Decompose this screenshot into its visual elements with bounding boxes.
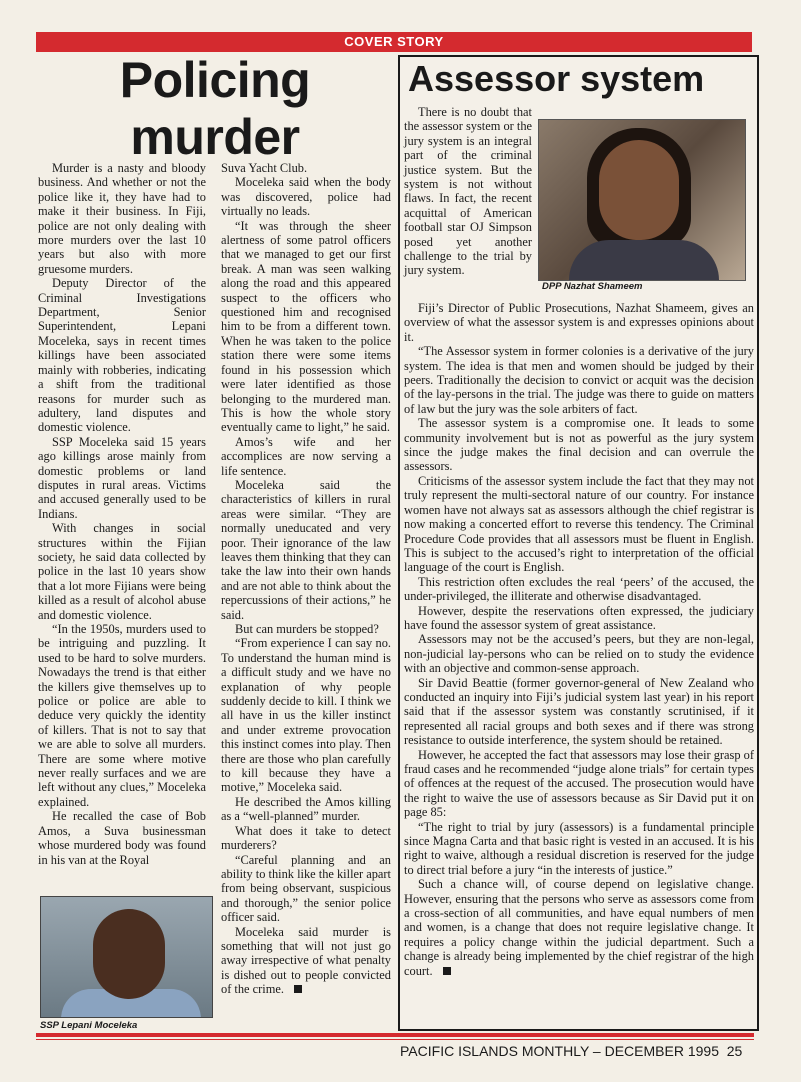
dpp-photo-caption: DPP Nazhat Shameem <box>542 281 643 292</box>
article-column-1 <box>38 161 206 867</box>
footer-rule <box>36 1033 754 1037</box>
ssp-photo <box>40 896 213 1018</box>
paragraph-text: Such a chance will, of course depend on legislative change. However, ensuring that the persons who serve as assessors come from a cross-section of all communities, and have equal numbers of men and women, is a change that does not require legislative change. It requires a policy change within the judicial department. Such a change is already being implemented by the chief registrar of the high court. <box>404 877 754 978</box>
paragraph <box>404 877 754 978</box>
page-number: 25 <box>726 1043 743 1059</box>
paragraph <box>221 925 391 997</box>
sidebar-intro <box>404 105 532 278</box>
end-mark-icon <box>294 985 302 993</box>
paragraph: Murder is a nasty and bloody business. And whether or not the police like it, they have had to make it their business. In Fiji, police are not only dealing with more murders over the last 10 years but also with more gruesome murders. <box>38 161 206 276</box>
ssp-photo-caption: SSP Lepani Moceleka <box>40 1020 138 1031</box>
paragraph: However, despite the reservations often expressed, the judiciary have found the assessor system of great assistance. <box>404 603 754 632</box>
paragraph: “The Assessor system in former colonies is a derivative of the jury system. The idea is that men and women should be judged by their peers. Traditionally the decision to convict or acquit was the decision of the lay-persons in the trial. The judge was there to guide on matters of law but the jury was the sole arbiters of fact. <box>404 344 754 416</box>
paragraph: Criticisms of the assessor system include the fact that they may not truly represent the multi-sectoral nature of our country. For instance women have not always sat as assessors although the chief registrar is now making a concerted effort to reverse this tendency. The Criminal Procedure Code provides that all assessors must be fluent in English. This is subject to the accused’s right to interpretation of the official language of the court is English. <box>404 473 754 575</box>
paragraph: “It was through the sheer alertness of some patrol officers that we managed to get our first break. A man was seen walking along the road and this appeared suspect to the officers who questioned him and recognised him to be from a different town. When he was taken to the police station there were some items found in his possession which were later identified as those belonging to the murdered man. This is how the whole story eventually came to light,” he said. <box>221 218 391 435</box>
paragraph: He described the Amos killing as a “well-planned” murder. <box>221 794 391 824</box>
paragraph: Moceleka said when the body was discovered, police had virtually no leads. <box>221 175 391 219</box>
paragraph: Sir David Beattie (former governor-general of New Zealand who conducted an inquiry into Fiji’s judicial system last year) in his report said that if the assessor system was constantly scrutinised, if it represented all racial groups and both sexes and if there was strong resistance to outside interference, the system should be retained. <box>404 675 754 748</box>
page-footer <box>400 1043 742 1059</box>
sidebar-box <box>398 55 759 1031</box>
paragraph: This restriction often excludes the real ‘peers’ of the accused, the under-privileged, the illiterate and otherwise disadvantaged. <box>404 574 754 604</box>
photo-figure-face <box>599 140 679 240</box>
sidebar-title: Assessor system <box>408 58 705 99</box>
paragraph: He recalled the case of Bob Amos, a Suva businessman whose murdered body was found in his van at the Royal <box>38 809 206 867</box>
paragraph: However, he accepted the fact that assessors may lose their grasp of fraud cases and he recommended “judge alone trials” for certain types of offences at the request of the accused. The prosecution would have the right to waive the use of assessors because as Sir David put it on page 85: <box>404 747 754 820</box>
paragraph: “From experience I can say no. To understand the human mind is a difficult study and we have no explanation of why people suddenly decide to kill. I think we all have in us the killer instinct and under extreme provocation this instinct comes into play. Then there are those who plan carefully to kill because they have a motive,” Moceleka said. <box>221 636 391 795</box>
paragraph: There is no doubt that the assessor system or the jury system is an integral part of the criminal justice system. But the system is not without flaws. In fact, the recent acquittal of American football star OJ Simpson posed yet another challenge to the trial by jury system. <box>404 105 533 278</box>
paragraph: The assessor system is a compromise one. It leads to some community involvement but is not as powerful as the jury system since the judge makes the final decision and can overrule the assessors. <box>404 416 754 474</box>
footer-publication: PACIFIC ISLANDS MONTHLY – DECEMBER 1995 <box>400 1043 719 1059</box>
paragraph: With changes in social structures within the Fijian society, he said data collected by police in the last 10 years show that a lot more Fijians were being killed as a result of alcohol abuse and domestic violence. <box>38 521 206 622</box>
paragraph: Amos’s wife and her accomplices are now serving a life sentence. <box>221 434 391 478</box>
paragraph: Deputy Director of the Criminal Investigations Department, Senior Superintendent, Lepani Moceleka, says in recent times killings have been associated mainly with robberies, indicating a shift from the traditional reasons for murder such as adultery, land disputes and domestic violence. <box>38 276 206 435</box>
paragraph: But can murders be stopped? <box>235 622 379 636</box>
section-banner: COVER STORY <box>36 32 752 52</box>
paragraph: “In the 1950s, murders used to be intriguing and puzzling. It used to be hard to solve murders. Nowadays the trend is that either the killers give themselves up to police or police are able to deduce very quickly the identity of killers. That is not to say that we are able to solve all murders. There are some where motive never really surfaces and we are left without any clues,” Moceleka explained. <box>38 622 206 809</box>
dpp-photo <box>538 119 746 281</box>
article-column-2 <box>221 161 391 997</box>
paragraph: “Careful planning and an ability to think like the killer apart from being observant, suspicious and thorough,” the senior police officer said. <box>221 852 391 925</box>
paragraph: Moceleka said the characteristics of killers in rural areas were similar. “They are normally uneducated and very poor. Their ignorance of the law leaves them thinking that they can take the law into their own hands and are not able to think about the repercussions of their actions,” he said. <box>221 477 391 622</box>
paragraph: Assessors may not be the accused’s peers, but they are non-legal, non-judicial lay-persons who can be relied on to study the evidence with an objective and common-sense approach. <box>404 632 754 676</box>
footer-rule-thin <box>36 1039 754 1040</box>
paragraph: “The right to trial by jury (assessors) is a fundamental principle since Magna Carta and that basic right is vested in an accused. It is his right to waive, although a residual discretion is reserved for the judge to direct trial before a jury “in the interests of justice.” <box>404 819 754 877</box>
paragraph: SSP Moceleka said 15 years ago killings arose mainly from domestic problems or land disputes in rural areas. Victims and accused generally used to be Indians. <box>38 434 206 521</box>
paragraph: What does it take to detect murderers? <box>221 823 391 853</box>
end-mark-icon <box>443 967 451 975</box>
sidebar-body <box>404 301 754 978</box>
headline: Policing murder <box>119 52 311 165</box>
paragraph: Fiji’s Director of Public Prosecutions, Nazhat Shameem, gives an overview of what the assessor system is and expresses opinions about it. <box>404 301 754 344</box>
photo-figure-face <box>93 909 165 999</box>
photo-figure-shirt <box>569 240 719 281</box>
paragraph-text: Moceleka said murder is something that will not just go away irrespective of what penalty is dished out to people convicted of the crime. <box>221 924 391 997</box>
paragraph: Suva Yacht Club. <box>221 161 308 175</box>
